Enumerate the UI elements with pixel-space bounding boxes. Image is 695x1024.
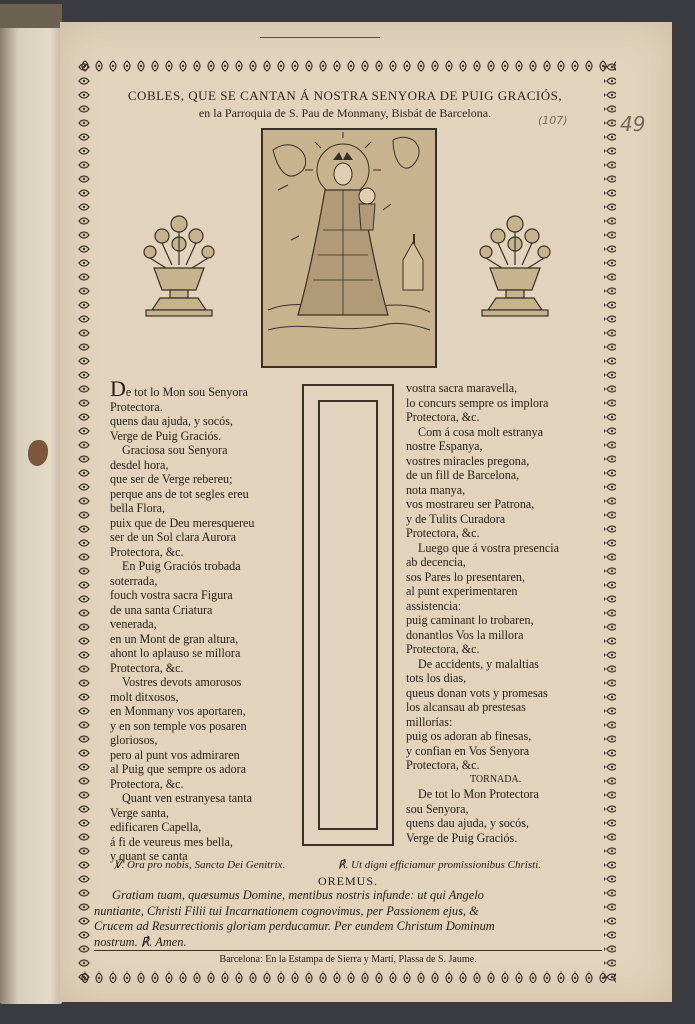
verse-line [406,628,559,643]
verse-text: en Monmany vos aportaren, [110,704,246,718]
verse-line [406,802,559,817]
verse-line [110,690,254,705]
verse-text: Verge de Puig Graciós. [406,830,518,845]
verse-text: ser de un Sol clara Aurora [110,530,236,544]
verse-line [110,501,254,516]
drop-cap: D [110,376,126,401]
verse-line [110,791,254,806]
verse-line [406,497,559,512]
verse-text: De accidents, y malaltias [418,656,539,671]
verse-text: puig os adoran ab finesas, [406,729,532,743]
verse-line [406,381,559,396]
verse-line [406,439,559,454]
verse-line [406,758,559,773]
imprint: Barcelona: En la Estampa de Sierra y Martí, Plassa de S. Jaume. [219,954,477,965]
verse-column-right [406,381,559,845]
verse-line [110,603,254,618]
verse-text: desdel hora, [110,457,169,472]
verse-line [406,715,559,730]
title-block [90,88,600,121]
verse-text: al punt experimentaren [406,584,518,598]
verse-text: ahont lo aplauso se millora [110,646,241,660]
verse-line [110,559,254,574]
verse-line [406,526,559,541]
verse-text: pero al punt vos admiraren [110,747,240,762]
prayer-line: Gratiam tuam, quæsumus Domine, mentibus nostris infunde: ut qui Angelo [112,888,484,902]
verse-line [110,835,254,850]
verse-text: e tot lo Mon sou Senyora [125,385,248,399]
verse-text: donantlos Vos la millora [406,627,524,642]
prayer-line: nuntiante, Christi Filii tui Incarnationem cognovimus, per Passionem ejus, & [94,903,479,918]
verse-text: Protectora, &c. [110,660,184,675]
verse-line [406,729,559,744]
center-ornament-inner [318,400,378,830]
verse-line [406,425,559,440]
verse-line [110,472,254,487]
verse-line [110,574,254,589]
verse-line [110,530,254,545]
verse-text: perque ans de tot segles ereu [110,486,249,501]
verse-text: venerada, [110,617,157,631]
verse-text: millorías: [406,714,453,729]
verse-line [406,468,559,483]
verse-line [110,675,254,690]
broadside-sheet [60,22,672,1002]
verse-line [110,617,254,632]
verse-text: molt ditxosos, [110,689,179,704]
verse-text: que ser de Verge rebereu; [110,472,233,486]
flower-urn-icon [132,210,226,320]
verse-text: en un Mont de gran altura, [110,631,239,646]
verse-line [110,777,254,792]
verse-line [110,487,254,502]
verse-text: Verge santa, [110,805,169,820]
verse-text: vos mostrareu ser Patrona, [406,497,535,511]
verse-text: al Puig que sempre os adora [110,762,247,776]
verse-text: queus donan vots y promesas [406,685,548,700]
verse-text: Verge de Puig Graciós. [110,428,222,443]
ink-stain [28,440,48,466]
verse-line [406,512,559,527]
verse-line [110,443,254,458]
verse-text: nota manya, [406,482,466,497]
verse-text: Protectora, &c. [406,642,480,656]
verse-text: sou Senyora, [406,801,469,816]
handwritten-note: (107) [538,114,568,127]
verse-line [110,545,254,560]
verse-text: de un fill de Barcelona, [406,468,520,482]
verse-line [110,806,254,821]
prayer-line: Crucem ad Resurrectionis gloriam perducamur. Per eundem Christum Dominum [94,919,495,933]
verse-text: fouch vostra sacra Figura [110,588,233,602]
verse-text: Protectora, &c. [110,544,184,559]
top-rule [260,37,380,38]
verse-text: assistencia: [406,598,462,613]
verse-text: puig caminant lo trobaren, [406,613,534,627]
verse-text: bella Flora, [110,501,166,515]
center-ornament [302,384,394,846]
prayer-text [94,888,602,950]
verse-line [406,613,559,628]
verse-text: Quant ven estranyesa tanta [122,791,252,805]
page-title: COBLES, QUE SE CANTAN Á NOSTRA SENYORA DE PUIG GRACIÓS, [127,88,563,103]
verse-line [110,733,254,748]
verse-line [406,773,559,788]
verse-line [406,555,559,570]
verse-line [110,820,254,835]
verse-line [110,748,254,763]
verse-line [110,588,254,603]
verse-column-left [110,376,255,864]
verse-text: Protectora. [110,399,163,414]
verse-line [110,400,254,415]
verse-line [406,816,559,831]
prayer-line: nostrum. ℟. Amen. [94,934,187,949]
verse-text: y de Tulits Curadora [406,511,506,526]
verse-text: á fi de veureus mes bella, [110,834,233,849]
verse-line [406,599,559,614]
verse-text: Luego que á vostra presencia [418,540,560,555]
verse-line [110,704,254,719]
oremus-title: OREMUS. [317,874,378,888]
verse-text: puix que de Deu meresquereu [110,515,255,530]
verse-line [110,762,254,777]
verse-text: quens dau ajuda, y socós, [110,414,233,428]
verse-text: Vostres devots amorosos [122,675,242,689]
verse-line [406,410,559,425]
verse-text: vostra sacra maravella, [406,381,518,395]
verse-text: TORNADA. [470,773,522,785]
verse-text: y confian en Vos Senyora [406,743,530,758]
response: ℟. Ut digni efficiamur promissionibus Christi. [338,859,541,871]
divider [94,950,602,951]
versicle: ℣. Ora pro nobis, Sancta Dei Genitrix. [114,859,286,871]
verse-line [406,541,559,556]
verse-line [406,570,559,585]
verse-line [406,671,559,686]
verse-text: quens dau ajuda, y socós, [406,816,529,830]
verse-line [406,483,559,498]
verse-text: vostres miracles pregona, [406,453,530,468]
verse-text: los alcansau ab prestesas [406,700,526,714]
verse-text: lo concurs sempre os implora [406,395,549,410]
verse-text: y en son temple vos posaren [110,718,247,733]
virgin-and-child-woodcut-icon [261,128,437,368]
binding-edge [0,4,62,28]
verse-line [406,642,559,657]
verse-text: En Puig Graciós trobada [122,559,241,573]
verse-line [110,661,254,676]
verse-line [406,454,559,469]
verse-line [110,646,254,661]
verse-text: edificaren Capella, [110,820,202,834]
verse-line [406,657,559,672]
verse-line [406,831,559,846]
verse-text: ab decencia, [406,555,466,569]
verse-line [110,429,254,444]
verse-text: y quant se canta [110,849,188,863]
verse-text: Protectora, &c. [110,776,184,791]
verse-text: Com á cosa molt estranya [418,424,543,439]
verse-text: Protectora, &c. [406,410,480,424]
verse-line [110,376,254,401]
verse-text: tots los dias, [406,671,467,685]
flower-urn-icon [468,210,562,320]
verse-text: gloriosos, [110,733,158,747]
verse-line [406,700,559,715]
verse-line [110,719,254,734]
verse-line [110,632,254,647]
page-number: 49 [620,112,646,136]
verse-line [110,458,254,473]
facing-page-edge [0,4,62,1004]
verse-line [406,584,559,599]
verse-text: sos Pares lo presentaren, [406,569,525,584]
verse-line [406,686,559,701]
verse-text: nostre Espanya, [406,439,483,453]
verse-text: Protectora, &c. [406,758,480,772]
verse-text: Graciosa sou Senyora [122,443,228,457]
verse-text: de una santa Criatura [110,602,213,617]
verse-text: Protectora, &c. [406,526,480,540]
verse-line [406,396,559,411]
verse-line [110,516,254,531]
verse-text: soterrada, [110,573,158,588]
verse-line [406,787,559,802]
verse-line [110,414,254,429]
verse-line [406,744,559,759]
verse-text: De tot lo Mon Protectora [418,787,539,801]
page-subtitle: en la Parroquia de S. Pau de Monmany, Bisbát de Barcelona. [198,106,492,120]
